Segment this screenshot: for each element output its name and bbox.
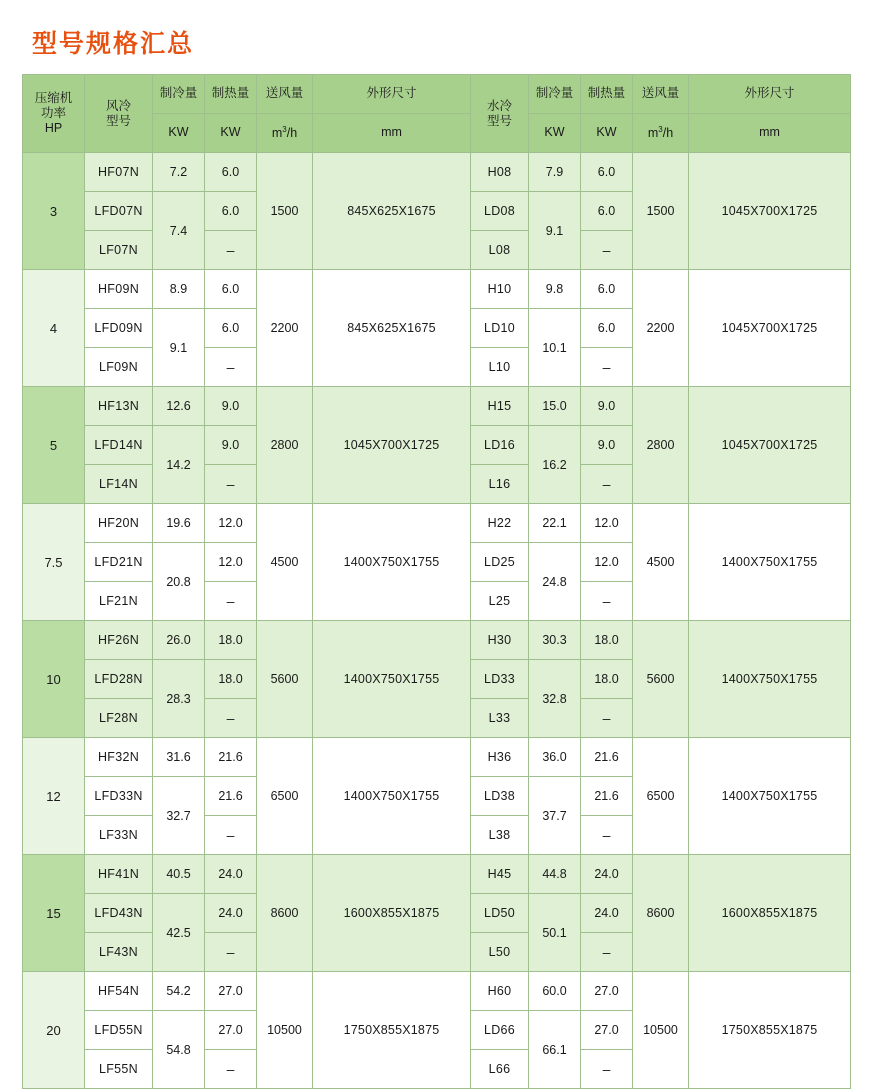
cell-airflow-water: 2200 (633, 270, 689, 387)
cell-air-cooled-model: LFD21N (85, 543, 153, 582)
cell-air-cooled-model: HF26N (85, 621, 153, 660)
cell-water-cooled-model: LD50 (471, 894, 529, 933)
cell-compressor-power: 20 (23, 972, 85, 1089)
cell-airflow-air: 1500 (257, 153, 313, 270)
cell-cooling-air: 7.4 (153, 192, 205, 270)
page-title: 型号规格汇总 (32, 29, 195, 58)
cell-heating-water: – (581, 933, 633, 972)
cell-water-cooled-model: LD66 (471, 1011, 529, 1050)
header-air-model-line1: 风冷 (105, 98, 131, 113)
cell-cooling-air: 42.5 (153, 894, 205, 972)
cell-water-cooled-model: L38 (471, 816, 529, 855)
cell-cooling-air: 9.1 (153, 309, 205, 387)
cell-water-cooled-model: L50 (471, 933, 529, 972)
header-water-cooled-model (471, 75, 529, 153)
cell-cooling-air: 14.2 (153, 426, 205, 504)
cell-water-cooled-model: LD33 (471, 660, 529, 699)
cell-dimension-air: 1045X700X1725 (313, 387, 471, 504)
cell-cooling-water: 10.1 (529, 309, 581, 387)
cell-dimension-air: 1400X750X1755 (313, 738, 471, 855)
table-row (23, 621, 851, 660)
cell-air-cooled-model: LF21N (85, 582, 153, 621)
cell-air-cooled-model: LF55N (85, 1050, 153, 1089)
cell-water-cooled-model: L16 (471, 465, 529, 504)
cell-heating-air: – (205, 231, 257, 270)
cell-heating-water: 6.0 (581, 153, 633, 192)
cell-air-cooled-model: LF28N (85, 699, 153, 738)
cell-heating-water: 27.0 (581, 972, 633, 1011)
cell-air-cooled-model: LFD55N (85, 1011, 153, 1050)
cell-cooling-air: 26.0 (153, 621, 205, 660)
cell-airflow-water: 2800 (633, 387, 689, 504)
header-cooling-capacity-water: 制冷量 (529, 75, 581, 114)
cell-air-cooled-model: LFD09N (85, 309, 153, 348)
cell-cooling-air: 32.7 (153, 777, 205, 855)
cell-dimension-water: 1045X700X1725 (689, 153, 851, 270)
cell-airflow-water: 10500 (633, 972, 689, 1089)
cell-heating-air: 12.0 (205, 543, 257, 582)
cell-dimension-air: 1600X855X1875 (313, 855, 471, 972)
cell-heating-water: 6.0 (581, 309, 633, 348)
cell-cooling-water: 15.0 (529, 387, 581, 426)
cell-water-cooled-model: LD16 (471, 426, 529, 465)
cell-air-cooled-model: LF43N (85, 933, 153, 972)
cell-water-cooled-model: H45 (471, 855, 529, 894)
header-water-model-line2: 型号 (486, 113, 512, 128)
unit-cooling-air: KW (153, 114, 205, 153)
cell-heating-air: – (205, 933, 257, 972)
cell-heating-water: – (581, 582, 633, 621)
cell-air-cooled-model: LFD14N (85, 426, 153, 465)
header-air-cooled-model (85, 75, 153, 153)
cell-airflow-water: 5600 (633, 621, 689, 738)
header-cooling-capacity-air: 制冷量 (153, 75, 205, 114)
cell-heating-water: – (581, 1050, 633, 1089)
table-header (23, 75, 851, 153)
cell-heating-water: – (581, 348, 633, 387)
cell-heating-air: 24.0 (205, 894, 257, 933)
table-row (23, 153, 851, 192)
table-row (23, 738, 851, 777)
cell-cooling-water: 44.8 (529, 855, 581, 894)
cell-cooling-water: 37.7 (529, 777, 581, 855)
cell-air-cooled-model: LF33N (85, 816, 153, 855)
header-water-model-line1: 水冷 (486, 98, 512, 113)
cell-compressor-power: 5 (23, 387, 85, 504)
cell-air-cooled-model: LF07N (85, 231, 153, 270)
table-row (23, 972, 851, 1011)
unit-airflow-air-base: m (271, 125, 283, 140)
cell-water-cooled-model: L25 (471, 582, 529, 621)
cell-cooling-water: 32.8 (529, 660, 581, 738)
cell-cooling-air: 31.6 (153, 738, 205, 777)
unit-dimension-water: mm (689, 114, 851, 153)
cell-airflow-water: 4500 (633, 504, 689, 621)
cell-airflow-air: 10500 (257, 972, 313, 1089)
cell-air-cooled-model: HF54N (85, 972, 153, 1011)
cell-compressor-power: 7.5 (23, 504, 85, 621)
cell-dimension-water: 1045X700X1725 (689, 387, 851, 504)
cell-heating-air: 9.0 (205, 426, 257, 465)
cell-heating-air: 9.0 (205, 387, 257, 426)
cell-heating-air: – (205, 348, 257, 387)
cell-cooling-water: 24.8 (529, 543, 581, 621)
cell-cooling-water: 22.1 (529, 504, 581, 543)
cell-heating-water: – (581, 816, 633, 855)
cell-dimension-water: 1045X700X1725 (689, 270, 851, 387)
cell-dimension-air: 1400X750X1755 (313, 621, 471, 738)
cell-heating-air: 6.0 (205, 192, 257, 231)
cell-heating-air: 12.0 (205, 504, 257, 543)
table-row (23, 504, 851, 543)
table-row (23, 387, 851, 426)
cell-heating-water: 9.0 (581, 387, 633, 426)
cell-heating-water: – (581, 231, 633, 270)
cell-heating-water: – (581, 465, 633, 504)
cell-airflow-air: 5600 (257, 621, 313, 738)
cell-cooling-air: 28.3 (153, 660, 205, 738)
cell-heating-water: 6.0 (581, 270, 633, 309)
cell-heating-air: 6.0 (205, 153, 257, 192)
cell-heating-water: – (581, 699, 633, 738)
cell-heating-air: 6.0 (205, 309, 257, 348)
cell-water-cooled-model: L33 (471, 699, 529, 738)
table-row (23, 270, 851, 309)
cell-water-cooled-model: L08 (471, 231, 529, 270)
header-heating-capacity-air: 制热量 (205, 75, 257, 114)
header-compressor-line3: HP (44, 120, 63, 135)
header-dimension-air: 外形尺寸 (313, 75, 471, 114)
cell-cooling-water: 30.3 (529, 621, 581, 660)
cell-heating-water: 18.0 (581, 621, 633, 660)
header-compressor-line2: 功率 (40, 106, 66, 121)
cell-heating-water: 9.0 (581, 426, 633, 465)
cell-heating-water: 12.0 (581, 504, 633, 543)
cell-air-cooled-model: LFD07N (85, 192, 153, 231)
cell-dimension-water: 1400X750X1755 (689, 504, 851, 621)
cell-water-cooled-model: H30 (471, 621, 529, 660)
cell-water-cooled-model: H15 (471, 387, 529, 426)
cell-air-cooled-model: LFD28N (85, 660, 153, 699)
cell-heating-water: 27.0 (581, 1011, 633, 1050)
header-compressor-power (23, 75, 85, 153)
cell-heating-water: 24.0 (581, 855, 633, 894)
header-compressor-line1: 压缩机 (34, 91, 73, 106)
unit-airflow-water (633, 114, 689, 153)
cell-cooling-air: 7.2 (153, 153, 205, 192)
cell-heating-air: 21.6 (205, 777, 257, 816)
cell-water-cooled-model: H36 (471, 738, 529, 777)
cell-heating-air: 6.0 (205, 270, 257, 309)
cell-heating-water: 21.6 (581, 738, 633, 777)
cell-water-cooled-model: H60 (471, 972, 529, 1011)
cell-air-cooled-model: LF09N (85, 348, 153, 387)
header-air-model-line2: 型号 (105, 113, 131, 128)
unit-cooling-water: KW (529, 114, 581, 153)
cell-cooling-water: 16.2 (529, 426, 581, 504)
cell-heating-water: 6.0 (581, 192, 633, 231)
cell-airflow-air: 2200 (257, 270, 313, 387)
cell-dimension-water: 1600X855X1875 (689, 855, 851, 972)
cell-cooling-air: 20.8 (153, 543, 205, 621)
cell-compressor-power: 10 (23, 621, 85, 738)
cell-heating-water: 24.0 (581, 894, 633, 933)
cell-air-cooled-model: LF14N (85, 465, 153, 504)
cell-cooling-air: 19.6 (153, 504, 205, 543)
cell-dimension-water: 1400X750X1755 (689, 738, 851, 855)
header-heating-capacity-water: 制热量 (581, 75, 633, 114)
cell-dimension-water: 1750X855X1875 (689, 972, 851, 1089)
cell-heating-water: 21.6 (581, 777, 633, 816)
cell-air-cooled-model: HF07N (85, 153, 153, 192)
cell-air-cooled-model: LFD43N (85, 894, 153, 933)
cell-water-cooled-model: LD38 (471, 777, 529, 816)
header-airflow-air: 送风量 (257, 75, 313, 114)
cell-air-cooled-model: LFD33N (85, 777, 153, 816)
cell-water-cooled-model: H08 (471, 153, 529, 192)
cell-air-cooled-model: HF09N (85, 270, 153, 309)
cell-heating-air: 18.0 (205, 621, 257, 660)
cell-heating-water: 18.0 (581, 660, 633, 699)
cell-airflow-air: 6500 (257, 738, 313, 855)
cell-airflow-air: 2800 (257, 387, 313, 504)
specification-table (22, 74, 851, 1089)
cell-cooling-air: 40.5 (153, 855, 205, 894)
cell-cooling-water: 50.1 (529, 894, 581, 972)
unit-airflow-water-tail: /h (662, 125, 674, 140)
cell-airflow-water: 8600 (633, 855, 689, 972)
cell-heating-air: – (205, 1050, 257, 1089)
cell-water-cooled-model: L10 (471, 348, 529, 387)
cell-cooling-air: 12.6 (153, 387, 205, 426)
cell-heating-air: – (205, 699, 257, 738)
unit-dimension-air: mm (313, 114, 471, 153)
cell-air-cooled-model: HF41N (85, 855, 153, 894)
unit-airflow-water-base: m (647, 125, 659, 140)
unit-airflow-air-tail: /h (286, 125, 298, 140)
cell-heating-air: – (205, 465, 257, 504)
cell-cooling-water: 9.1 (529, 192, 581, 270)
cell-heating-air: 21.6 (205, 738, 257, 777)
cell-cooling-air: 54.8 (153, 1011, 205, 1089)
cell-dimension-air: 1400X750X1755 (313, 504, 471, 621)
cell-compressor-power: 15 (23, 855, 85, 972)
cell-heating-air: 27.0 (205, 972, 257, 1011)
cell-compressor-power: 3 (23, 153, 85, 270)
cell-dimension-air: 845X625X1675 (313, 153, 471, 270)
table-body (23, 153, 851, 1089)
cell-cooling-water: 60.0 (529, 972, 581, 1011)
cell-water-cooled-model: LD10 (471, 309, 529, 348)
cell-heating-water: 12.0 (581, 543, 633, 582)
cell-cooling-water: 36.0 (529, 738, 581, 777)
cell-airflow-air: 8600 (257, 855, 313, 972)
cell-cooling-air: 8.9 (153, 270, 205, 309)
unit-heating-air: KW (205, 114, 257, 153)
cell-compressor-power: 4 (23, 270, 85, 387)
cell-heating-air: 24.0 (205, 855, 257, 894)
cell-water-cooled-model: H10 (471, 270, 529, 309)
cell-air-cooled-model: HF20N (85, 504, 153, 543)
cell-heating-air: – (205, 582, 257, 621)
cell-water-cooled-model: LD25 (471, 543, 529, 582)
unit-airflow-air (257, 114, 313, 153)
cell-dimension-air: 1750X855X1875 (313, 972, 471, 1089)
unit-airflow-air-sup: 3 (282, 124, 287, 134)
cell-cooling-water: 66.1 (529, 1011, 581, 1089)
header-airflow-water: 送风量 (633, 75, 689, 114)
cell-heating-air: – (205, 816, 257, 855)
cell-dimension-water: 1400X750X1755 (689, 621, 851, 738)
cell-airflow-water: 1500 (633, 153, 689, 270)
cell-dimension-air: 845X625X1675 (313, 270, 471, 387)
cell-air-cooled-model: HF32N (85, 738, 153, 777)
unit-heating-water: KW (581, 114, 633, 153)
table-row (23, 855, 851, 894)
unit-airflow-water-sup: 3 (658, 124, 663, 134)
cell-airflow-water: 6500 (633, 738, 689, 855)
cell-cooling-water: 7.9 (529, 153, 581, 192)
cell-water-cooled-model: LD08 (471, 192, 529, 231)
cell-water-cooled-model: L66 (471, 1050, 529, 1089)
cell-cooling-air: 54.2 (153, 972, 205, 1011)
cell-heating-air: 27.0 (205, 1011, 257, 1050)
cell-air-cooled-model: HF13N (85, 387, 153, 426)
cell-compressor-power: 12 (23, 738, 85, 855)
cell-cooling-water: 9.8 (529, 270, 581, 309)
cell-heating-air: 18.0 (205, 660, 257, 699)
cell-airflow-air: 4500 (257, 504, 313, 621)
header-dimension-water: 外形尺寸 (689, 75, 851, 114)
cell-water-cooled-model: H22 (471, 504, 529, 543)
